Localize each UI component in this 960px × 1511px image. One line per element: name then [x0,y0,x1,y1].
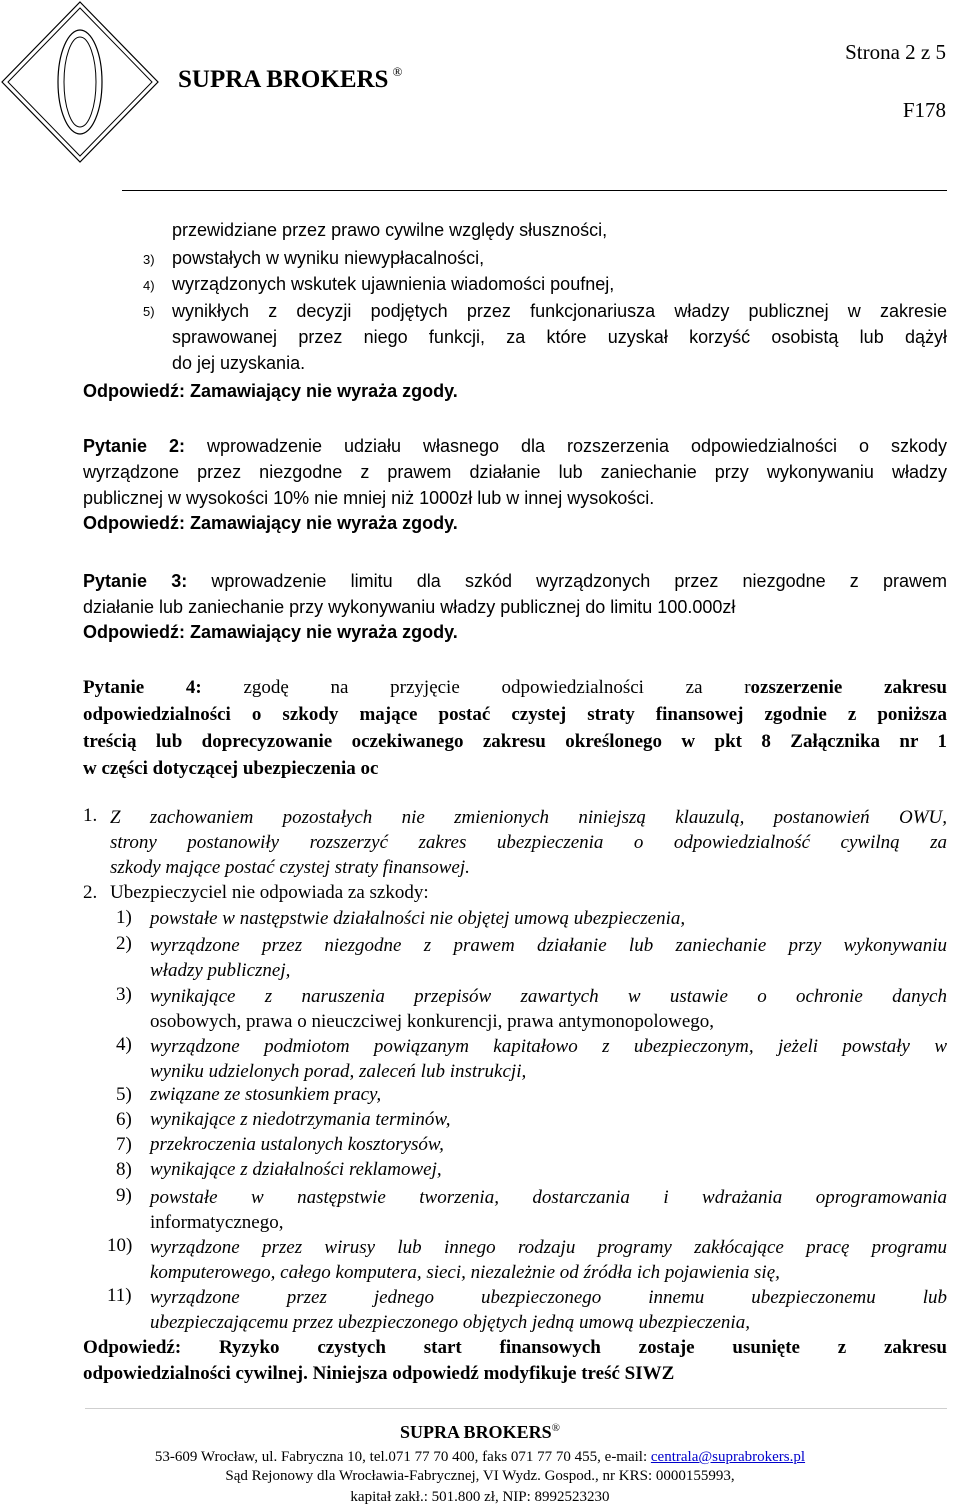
list-item-text: wyrządzonych wskutek ujawnienia wiadomości poufnej, [172,274,615,294]
exclusion-item: wyrządzone przez wirusy lub innego rodzaju programy zakłócające pracę programu komputerowego, całego komputera, sieci, niezależnie od źródła ich pojawienia się, [150,1237,947,1283]
list-number: 6) [116,1109,132,1130]
clause-paragraph: Z zachowaniem pozostałych nie zmienionych niniejszą klauzulą, postanowień OWU, strony postanowiły rozszerzyć zakres ubezpieczenia o odpowiedzialność cywilną za szkody mające postać czystej straty finansowej. [110,807,947,878]
list-number: 4) [116,1034,132,1055]
list-number: 7) [116,1134,132,1155]
list-number: 3) [143,252,155,267]
registered-mark: ® [392,64,403,79]
page-number: Strona 2 z 5 [845,40,946,64]
registered-mark: ® [551,1422,560,1434]
exclusion-item: wynikające z działalności reklamowej, [150,1159,442,1180]
question-4: Pytanie 4: zgodę na przyjęcie odpowiedzialności za rozszerzenie zakresu odpowiedzialności o szkody mające postać czystej straty finansowej zgodnie z poniższa treścią lub doprecyzowanie oczekiwanego zakresu określonego w pkt 8 Załącznika nr 1 w części dotyczącej ubezpieczenia oc [83,677,948,779]
exclusion-item: powstałe w następstwie działalności nie objętej umową ubezpieczenia, [150,908,686,929]
question-label: Pytanie 3: [83,571,188,591]
list-number: 11) [107,1285,132,1306]
list-number: 8) [116,1159,132,1180]
answer-text: Odpowiedź: Zamawiający nie wyraża zgody. [83,381,458,401]
exclusion-item: wynikające z niedotrzymania terminów, [150,1109,451,1130]
list-item-text: powstałych w wyniku niewypłacalności, [172,248,485,268]
footer-divider [85,1408,947,1409]
question-2: Pytanie 2: wprowadzenie udziału własnego dla rozszerzenia odpowiedzialności o szkody wyrządzone przez niezgodne z prawem działanie lub zaniechanie przy wykonywaniu władzy publicznej w wysokości 10% nie mniej niż 1000zł lub w innej wysokości. [83,436,947,508]
company-logo [0,0,160,165]
final-answer: Odpowiedź: Ryzyko czystych start finansowych zostaje usunięte z zakresu odpowiedzialności cywilnej. Niniejsza odpowiedź modyfikuje treść SIWZ [83,1337,947,1384]
list-number: 5) [116,1084,132,1105]
exclusion-item: wynikające z naruszenia przepisów zawartych w ustawie o ochronie danych osobowych, prawa o nieuczciwej konkurencji, prawa antymonopolowego, [150,986,947,1032]
list-number: 9) [116,1185,132,1206]
header-divider [122,190,947,191]
footer-court: Sąd Rejonowy dla Wrocławia-Fabrycznej, VI Wydz. Gospod., nr KRS: 0000155993, [225,1468,735,1484]
answer-text: Odpowiedź: Zamawiający nie wyraża zgody. [83,622,458,642]
list-item-text: wynikłych z decyzji podjętych przez funkcjonariusza władzy publicznej w zakresie sprawowanej przez niego funkcji, za które uzyskał korzyść osobistą lub dążył do jej uzyskania. [172,301,947,373]
question-label: Pytanie 2: [83,436,185,456]
question-3: Pytanie 3: wprowadzenie limitu dla szkód wyrządzonych przez niezgodne z prawem działanie lub zaniechanie przy wykonywaniu władzy publicznej do limitu 100.000zł [83,571,947,617]
email-link[interactable]: centrala@suprabrokers.pl [650,1449,806,1465]
exclusion-item: przekroczenia ustalonych kosztorysów, [150,1134,444,1155]
footer-brand: SUPRA BROKERS® [400,1422,560,1442]
list-number: 3) [116,984,132,1005]
list-continuation-line: przewidziane przez prawo cywilne względy słuszności, [172,220,608,240]
exclusion-item: wyrządzone przez jednego ubezpieczonego innemu ubezpieczonemu lub ubezpieczającemu przez ubezpieczonego objętych jedną umową ubezpieczenia, [150,1287,947,1333]
list-number: 1) [116,907,132,928]
exclusion-item: wyrządzone przez niezgodne z prawem działanie lub zaniechanie przy wykonywaniu władzy publicznej, [150,935,947,981]
exclusion-item: wyrządzone podmiotom powiązanym kapitałowo z ubezpieczonym, jeżeli powstały w wyniku udzielonych porad, zaleceń lub instrukcji, [150,1036,947,1082]
list-number: 10) [107,1235,133,1256]
question-label: Pytanie 4: [83,677,202,698]
list-number: 4) [143,278,155,293]
exclusion-item: powstałe w następstwie tworzenia, dostarczania i wdrażania oprogramowania informatycznego, [150,1187,947,1233]
footer-capital: kapitał zakł.: 501.800 zł, NIP: 8992523230 [350,1489,610,1505]
list-number: 2) [116,933,132,954]
list-number: 5) [143,304,155,319]
clause-number: 1. [83,805,98,826]
header-brand: SUPRA BROKERS ® [178,64,403,93]
exclusion-item: związane ze stosunkiem pracy, [150,1084,382,1105]
clause-number: 2. [83,882,98,903]
footer-address: 53-609 Wrocław, ul. Fabryczna 10, tel.071 77 70 400, faks 071 77 70 455, e-mail: centrala@suprabrokers.pl [154,1449,806,1465]
clause-paragraph: Ubezpieczyciel nie odpowiada za szkody: [110,882,429,903]
answer-text: Odpowiedź: Zamawiający nie wyraża zgody. [83,513,458,533]
form-code: F178 [902,98,946,122]
